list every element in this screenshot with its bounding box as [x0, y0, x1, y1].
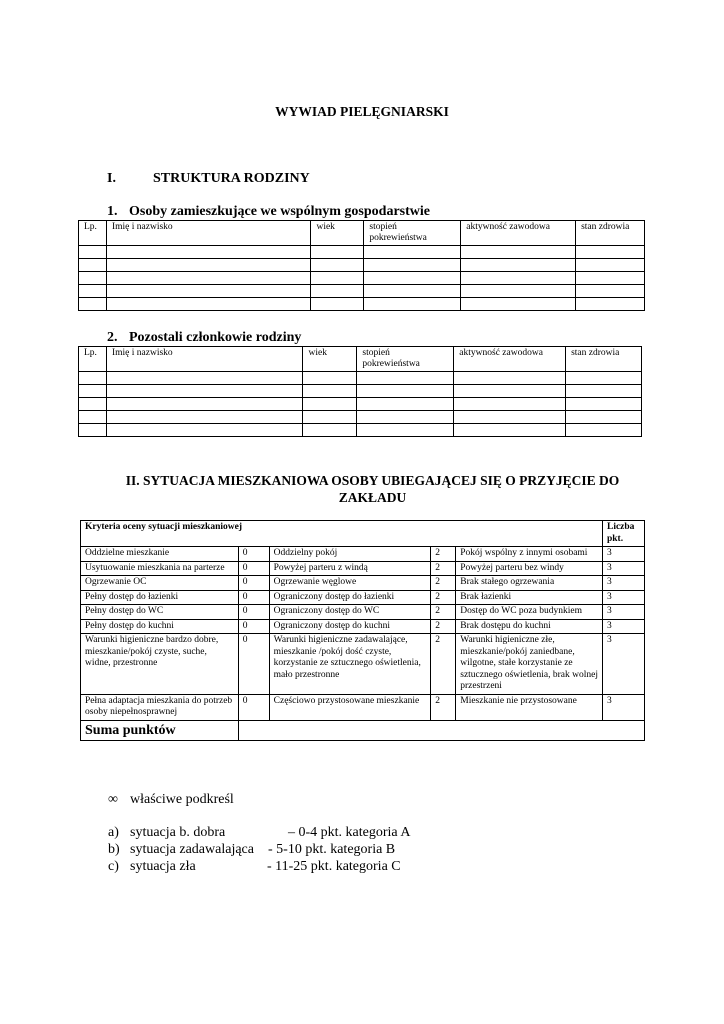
- criteria-cell: Powyżej parteru z windą: [269, 561, 431, 576]
- table-cell[interactable]: [364, 246, 461, 259]
- criteria-row: [81, 634, 645, 695]
- column-header: stan zdrowia: [566, 347, 642, 372]
- table-cell[interactable]: [311, 246, 364, 259]
- table-cell[interactable]: [106, 259, 310, 272]
- table-cell[interactable]: [357, 424, 454, 437]
- other-members-table: [78, 346, 642, 437]
- criteria-cell: 2: [431, 561, 456, 576]
- criteria-cell: 0: [238, 561, 269, 576]
- criteria-cell: Oddzielne mieszkanie: [81, 547, 239, 562]
- criteria-header: Kryteria oceny sytuacji mieszkaniowej: [81, 521, 603, 547]
- criteria-cell: Ogrzewanie OC: [81, 576, 239, 591]
- criteria-cell: 2: [431, 694, 456, 720]
- sum-value-field[interactable]: [238, 720, 644, 740]
- legend-label: sytuacja zła: [130, 859, 196, 874]
- column-header: Imię i nazwisko: [106, 347, 303, 372]
- table-cell[interactable]: [311, 272, 364, 285]
- table-cell[interactable]: [79, 272, 107, 285]
- table-cell[interactable]: [106, 398, 303, 411]
- household-heading: 1. Osoby zamieszkujące we wspólnym gospodarstwie: [107, 204, 430, 219]
- table-cell[interactable]: [106, 424, 303, 437]
- criteria-cell: 3: [602, 590, 644, 605]
- table-cell[interactable]: [576, 285, 645, 298]
- table-cell[interactable]: [454, 398, 566, 411]
- table-cell[interactable]: [106, 298, 310, 311]
- criteria-row: [81, 605, 645, 620]
- criteria-cell: Brak stałego ogrzewania: [456, 576, 603, 591]
- table-cell[interactable]: [576, 298, 645, 311]
- other-members-heading: 2. Pozostali członkowie rodziny: [107, 330, 302, 345]
- criteria-cell: Brak dostępu do kuchni: [456, 619, 603, 634]
- table-row: [79, 259, 645, 272]
- criteria-cell: Warunki higieniczne zadawalające, mieszkanie /pokój dość czyste, korzystanie ze sztucznego oświetlenia, mało przestronne: [269, 634, 431, 695]
- section-2-heading: II. SYTUACJA MIESZKANIOWA OSOBY UBIEGAJĄCEJ SIĘ O PRZYJĘCIE DO ZAKŁADU: [125, 473, 620, 505]
- page-title: WYWIAD PIELĘGNIARSKI: [275, 104, 449, 119]
- table-cell[interactable]: [106, 411, 303, 424]
- table-cell[interactable]: [357, 385, 454, 398]
- column-header: Imię i nazwisko: [106, 221, 310, 246]
- table-cell[interactable]: [79, 298, 107, 311]
- table-cell[interactable]: [461, 272, 576, 285]
- table-header-row: [79, 221, 645, 246]
- criteria-cell: Pełny dostęp do kuchni: [81, 619, 239, 634]
- column-header: wiek: [303, 347, 357, 372]
- table-cell[interactable]: [461, 298, 576, 311]
- criteria-header-row: [81, 521, 645, 547]
- criteria-cell: 0: [238, 576, 269, 591]
- criteria-cell: 2: [431, 576, 456, 591]
- criteria-cell: Pełny dostęp do WC: [81, 605, 239, 620]
- table-cell[interactable]: [79, 259, 107, 272]
- housing-criteria-table: [80, 520, 645, 741]
- table-cell[interactable]: [461, 246, 576, 259]
- table-row: [79, 298, 645, 311]
- column-header: stopień pokrewieństwa: [357, 347, 454, 372]
- table-cell[interactable]: [461, 259, 576, 272]
- legend-label: sytuacja b. dobra: [130, 825, 226, 840]
- table-cell[interactable]: [79, 398, 107, 411]
- criteria-cell: Pokój wspólny z innymi osobami: [456, 547, 603, 562]
- criteria-row: [81, 561, 645, 576]
- column-header: Lp.: [79, 221, 107, 246]
- criteria-row: [81, 619, 645, 634]
- criteria-cell: Usytuowanie mieszkania na parterze: [81, 561, 239, 576]
- criteria-cell: Brak łazienki: [456, 590, 603, 605]
- table-cell[interactable]: [106, 372, 303, 385]
- legend-letter: c): [108, 859, 119, 874]
- criteria-cell: 3: [602, 576, 644, 591]
- table-cell[interactable]: [576, 272, 645, 285]
- legend-label: sytuacja zadawalająca: [130, 842, 254, 857]
- table-cell[interactable]: [311, 259, 364, 272]
- table-cell[interactable]: [454, 385, 566, 398]
- table-cell[interactable]: [454, 372, 566, 385]
- table-cell[interactable]: [566, 398, 642, 411]
- criteria-cell: Powyżej parteru bez windy: [456, 561, 603, 576]
- table-row: [79, 272, 645, 285]
- table-cell[interactable]: [106, 272, 310, 285]
- criteria-row: [81, 590, 645, 605]
- table-cell[interactable]: [106, 246, 310, 259]
- table-cell[interactable]: [79, 246, 107, 259]
- table-row: [79, 411, 642, 424]
- table-cell[interactable]: [357, 372, 454, 385]
- table-cell[interactable]: [364, 272, 461, 285]
- criteria-cell: 2: [431, 590, 456, 605]
- criteria-cell: Mieszkanie nie przystosowane: [456, 694, 603, 720]
- criteria-cell: Ogrzewanie węglowe: [269, 576, 431, 591]
- table-cell[interactable]: [364, 259, 461, 272]
- column-header: aktywność zawodowa: [454, 347, 566, 372]
- table-cell[interactable]: [311, 298, 364, 311]
- table-cell[interactable]: [576, 259, 645, 272]
- table-cell[interactable]: [303, 385, 357, 398]
- criteria-cell: 0: [238, 547, 269, 562]
- criteria-cell: 0: [238, 619, 269, 634]
- table-cell[interactable]: [454, 424, 566, 437]
- table-cell[interactable]: [364, 285, 461, 298]
- table-cell[interactable]: [566, 385, 642, 398]
- criteria-cell: 2: [431, 605, 456, 620]
- criteria-cell: Częściowo przystosowane mieszkanie: [269, 694, 431, 720]
- column-header: wiek: [311, 221, 364, 246]
- table-cell[interactable]: [461, 285, 576, 298]
- table-cell[interactable]: [79, 372, 107, 385]
- table-cell[interactable]: [311, 285, 364, 298]
- column-header: aktywność zawodowa: [461, 221, 576, 246]
- criteria-cell: Ograniczony dostęp do łazienki: [269, 590, 431, 605]
- criteria-row: [81, 576, 645, 591]
- household-table: [78, 220, 645, 311]
- table-row: [79, 385, 642, 398]
- criteria-cell: 3: [602, 605, 644, 620]
- sum-label: Suma punktów: [81, 720, 239, 740]
- legend-range: - 11-25 pkt. kategoria C: [267, 859, 401, 874]
- table-row: [79, 285, 645, 298]
- table-cell[interactable]: [357, 398, 454, 411]
- criteria-cell: 3: [602, 619, 644, 634]
- criteria-cell: Oddzielny pokój: [269, 547, 431, 562]
- sum-row: [81, 720, 645, 740]
- table-cell[interactable]: [79, 385, 107, 398]
- criteria-cell: 3: [602, 634, 644, 695]
- criteria-cell: 3: [602, 547, 644, 562]
- criteria-cell: 3: [602, 561, 644, 576]
- table-cell[interactable]: [303, 398, 357, 411]
- criteria-row: [81, 694, 645, 720]
- criteria-cell: Pełny dostęp do łazienki: [81, 590, 239, 605]
- criteria-cell: 0: [238, 634, 269, 695]
- section-1-heading: [107, 171, 310, 187]
- criteria-cell: 0: [238, 605, 269, 620]
- criteria-cell: Ograniczony dostęp do kuchni: [269, 619, 431, 634]
- table-row: [79, 372, 642, 385]
- legend-range: – 0-4 pkt. kategoria A: [288, 825, 411, 840]
- table-cell[interactable]: [357, 411, 454, 424]
- criteria-row: [81, 547, 645, 562]
- criteria-cell: 0: [238, 590, 269, 605]
- legend-letter: a): [108, 825, 119, 840]
- legend-note: ∞ właściwe podkreśl: [108, 792, 234, 807]
- table-cell[interactable]: [303, 372, 357, 385]
- criteria-cell: 2: [431, 634, 456, 695]
- infinity-bullet-icon: ∞: [108, 792, 118, 807]
- table-cell[interactable]: [79, 285, 107, 298]
- table-cell[interactable]: [106, 285, 310, 298]
- table-row: [79, 424, 642, 437]
- criteria-cell: Pełna adaptacja mieszkania do potrzeb osoby niepełnosprawnej: [81, 694, 239, 720]
- table-cell[interactable]: [566, 411, 642, 424]
- criteria-cell: 3: [602, 694, 644, 720]
- criteria-cell: Ograniczony dostęp do WC: [269, 605, 431, 620]
- table-cell[interactable]: [79, 424, 107, 437]
- table-cell[interactable]: [454, 411, 566, 424]
- table-cell[interactable]: [79, 411, 107, 424]
- table-cell[interactable]: [303, 424, 357, 437]
- table-row: [79, 398, 642, 411]
- table-cell[interactable]: [566, 424, 642, 437]
- criteria-cell: 2: [431, 547, 456, 562]
- criteria-cell: 2: [431, 619, 456, 634]
- column-header: Lp.: [79, 347, 107, 372]
- column-header: stopień pokrewieństwa: [364, 221, 461, 246]
- table-row: [79, 246, 645, 259]
- criteria-cell: Warunki higieniczne bardzo dobre, mieszkanie/pokój czyste, suche, widne, przestronne: [81, 634, 239, 695]
- table-cell[interactable]: [364, 298, 461, 311]
- criteria-cell: 0: [238, 694, 269, 720]
- criteria-cell: Dostęp do WC poza budynkiem: [456, 605, 603, 620]
- section-1-label: STRUKTURA RODZINY: [153, 171, 310, 186]
- table-cell[interactable]: [566, 372, 642, 385]
- column-header: stan zdrowia: [576, 221, 645, 246]
- table-cell[interactable]: [106, 385, 303, 398]
- table-cell[interactable]: [303, 411, 357, 424]
- section-1-numeral: I.: [107, 171, 116, 186]
- points-header: Liczba pkt.: [602, 521, 644, 547]
- criteria-cell: Warunki higieniczne złe, mieszkanie/pokój zaniedbane, wilgotne, stałe korzystanie ze sztucznego oświetlenia, brak wolnej przestrzeni: [456, 634, 603, 695]
- legend-letter: b): [108, 842, 120, 857]
- table-cell[interactable]: [576, 246, 645, 259]
- table-header-row: [79, 347, 642, 372]
- legend-range: - 5-10 pkt. kategoria B: [268, 842, 396, 857]
